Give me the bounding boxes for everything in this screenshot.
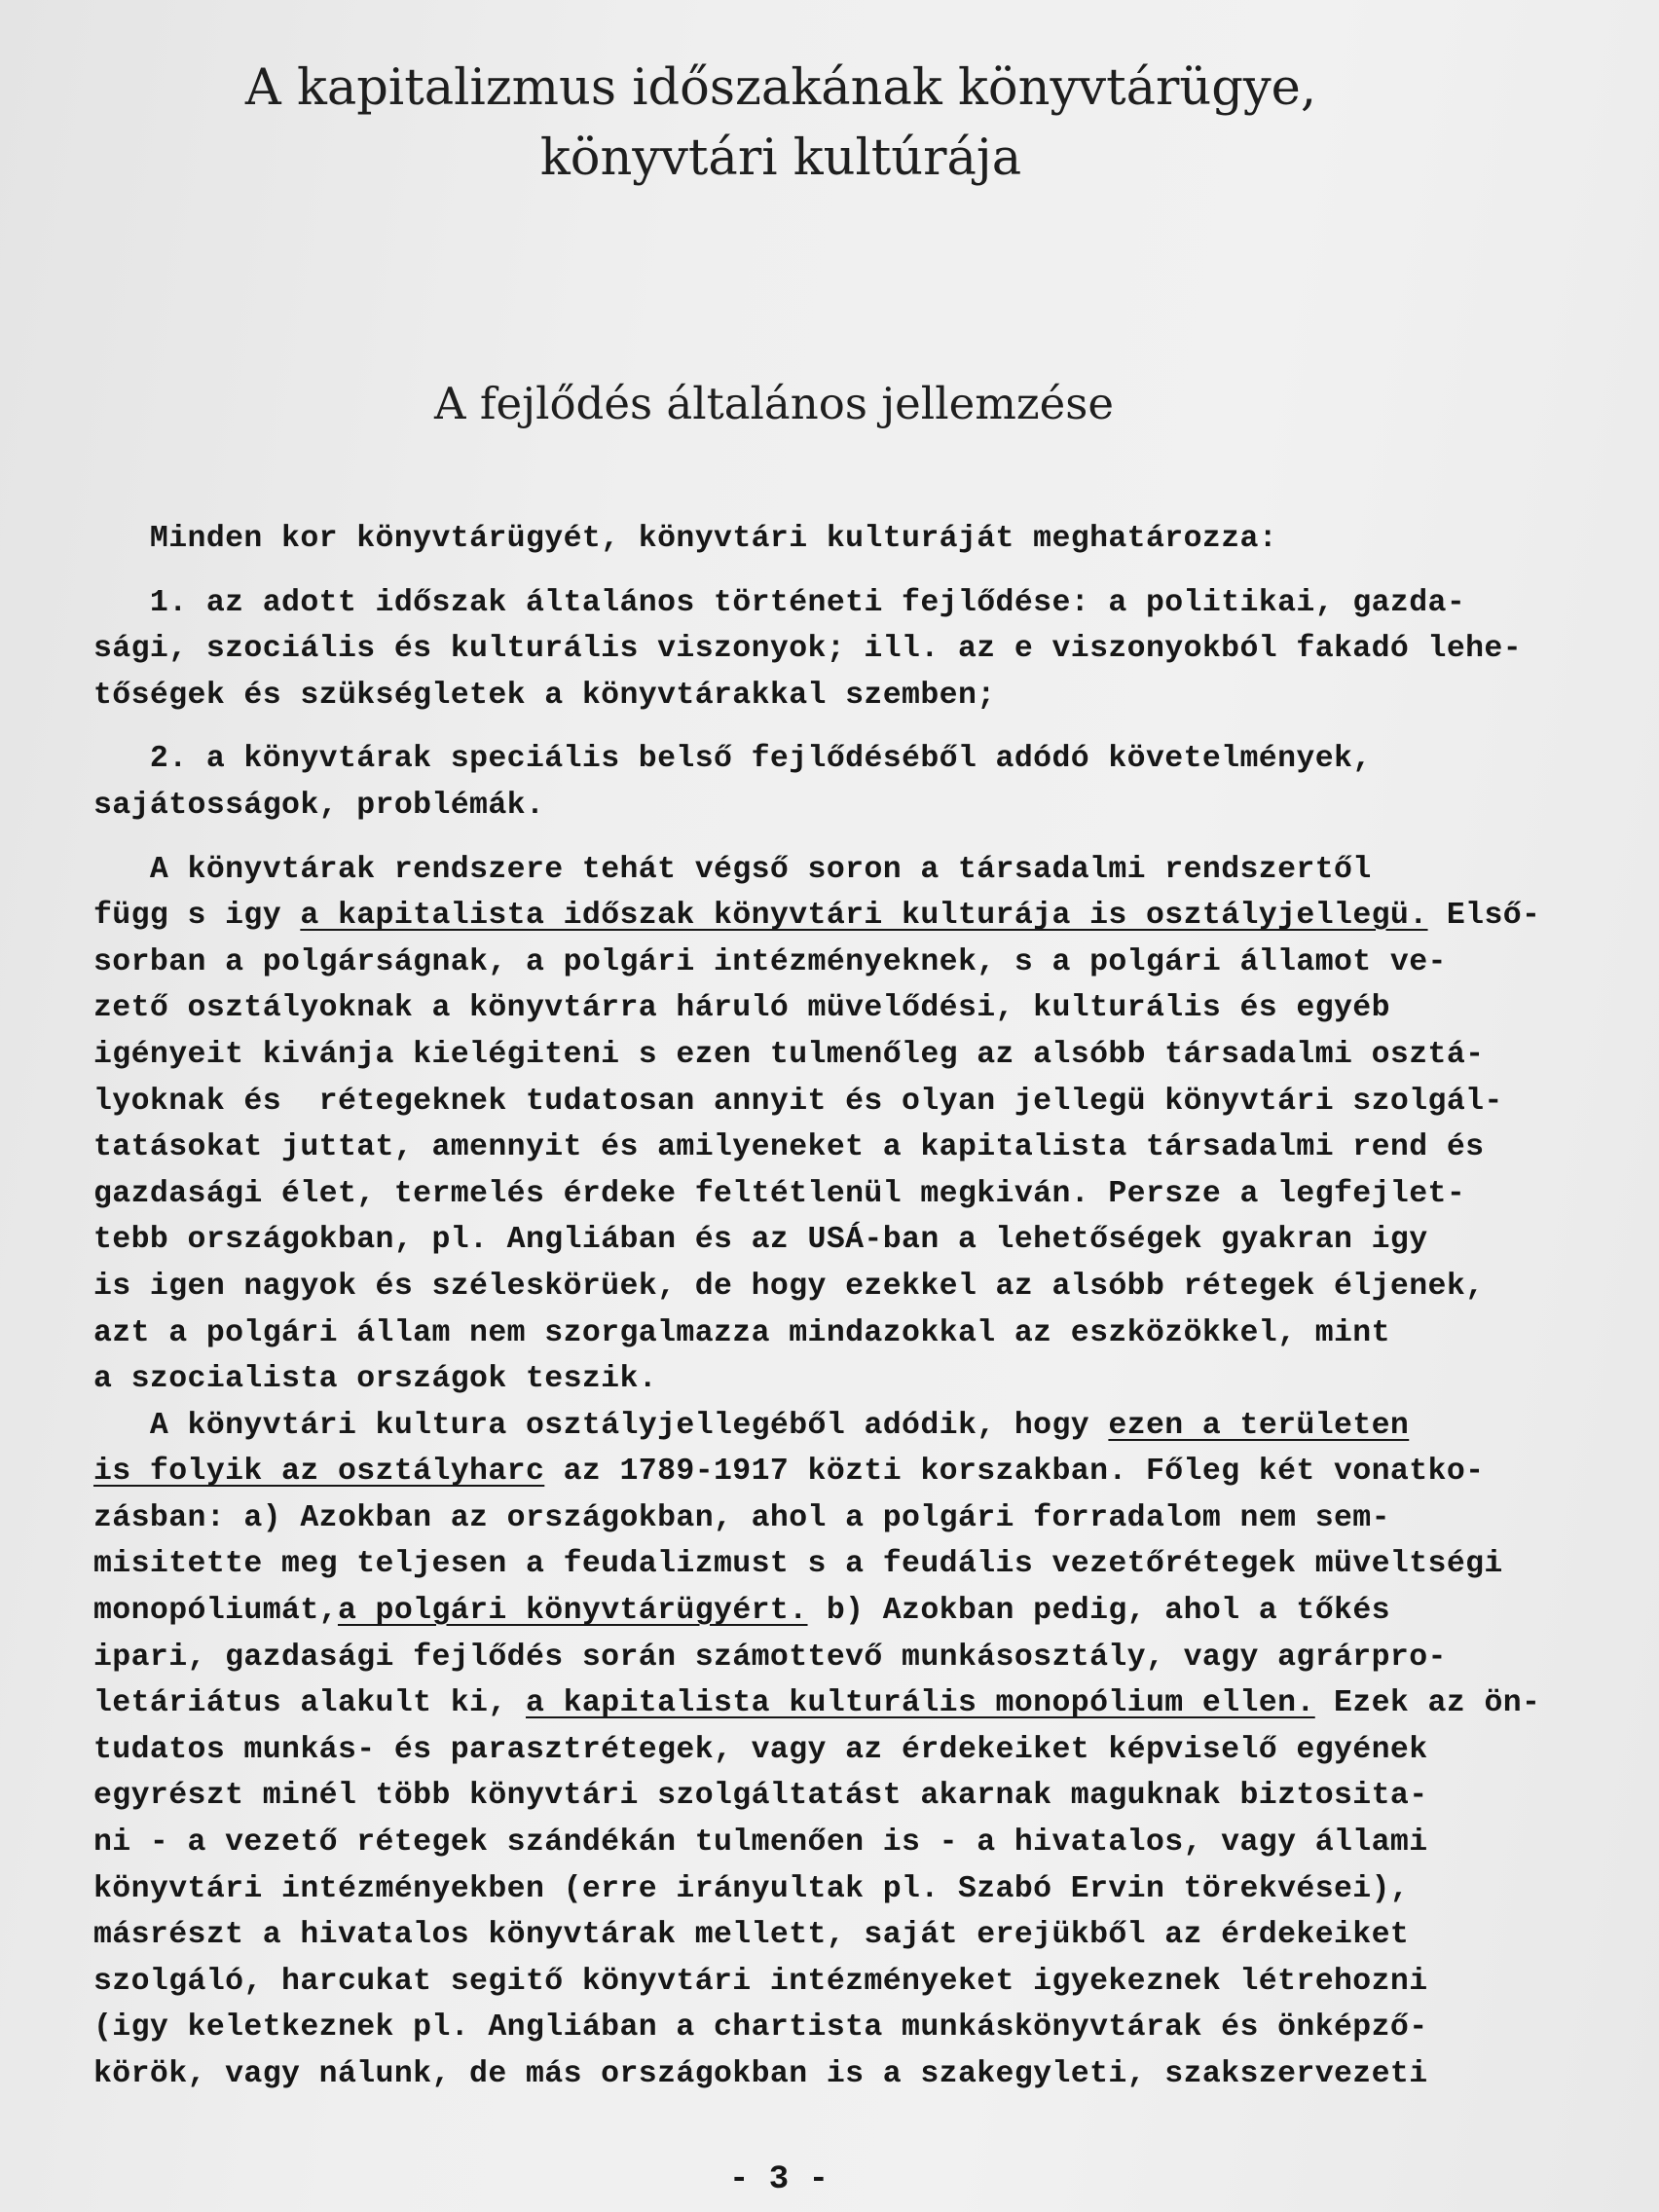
page-number: - 3 - — [728, 2161, 830, 2198]
underlined-phrase: a kapitalista kulturális monopólium ellen. — [525, 1686, 1315, 1721]
para1-line: a szocialista országok teszik. — [93, 1362, 658, 1397]
underlined-phrase: is folyik az osztályharc — [93, 1455, 545, 1490]
spacer — [93, 563, 1495, 580]
intro-text: Minden kor könyvtárügyét, könyvtári kulturáját meghatározza: — [149, 522, 1278, 556]
para1-line: azt a polgári állam nem szorgalmazza mindazokkal az eszközökkel, mint — [93, 1315, 1390, 1350]
underlined-phrase: a polgári könyvtárügyért. — [337, 1594, 808, 1629]
spacer — [93, 719, 1495, 736]
underlined-phrase: ezen a területen — [1108, 1408, 1410, 1443]
para1-text: A könyvtárak rendszere tehát végső soron a társadalmi rendszertől — [149, 852, 1372, 887]
para2-text: monopóliumát, — [93, 1594, 338, 1629]
para2-text: b) Azokban pedig, ahol a tőkés — [807, 1594, 1390, 1629]
para2-line: egyrészt minél több könyvtári szolgáltatást akarnak maguknak biztosita- — [93, 1779, 1428, 1814]
para2-line: ipari, gazdasági fejlődés során számottevő munkásosztály, vagy agrárpro- — [93, 1640, 1447, 1675]
para1-line — [93, 893, 1541, 940]
body-text — [93, 516, 1541, 2098]
para2-line: körök, vagy nálunk, de más országokban is a szakegyleti, szakszervezeti — [93, 2057, 1428, 2091]
para1-line: igényeit kivánja kielégiteni s ezen tulmenőleg az alsóbb társadalmi osztá- — [93, 1037, 1485, 1072]
point1-line: tőségek és szükségletek a könyvtárakkal szemben; — [93, 678, 996, 713]
para1-line: lyoknak és rétegeknek tudatosan annyit és olyan jellegü könyvtári szolgál- — [93, 1084, 1503, 1119]
para1-line — [93, 847, 1495, 894]
para2-text: A könyvtári kultura osztályjellegéből adódik, hogy — [149, 1408, 1109, 1443]
heading-line-1: A kapitalizmus időszakának könyvtárügye, — [244, 59, 1317, 117]
point2-line: sajátosságok, problémák. — [93, 788, 545, 823]
para2-line: szolgáló, harcukat segitő könyvtári intézményeket igyekeznek létrehozni — [93, 1964, 1428, 1999]
para1-line: gazdasági élet, termelés érdeke feltétlenül megkiván. Persze a legfejlet- — [93, 1176, 1466, 1211]
point1-line — [93, 580, 1495, 627]
heading-line-2: könyvtári kultúrája — [539, 129, 1022, 187]
para1-line: zető osztályoknak a könyvtárra háruló müvelődési, kulturális és egyéb — [93, 991, 1390, 1026]
para1-line: tatásokat juttat, amennyit és amilyeneket a kapitalista társadalmi rend és — [93, 1130, 1485, 1165]
para2-line — [93, 1680, 1541, 1727]
para2-line — [93, 1588, 1495, 1635]
para2-text: letáriátus alakult ki, — [93, 1686, 526, 1721]
para1-text: Első- — [1427, 899, 1541, 934]
para2-line: könyvtári intézményekben (erre irányultak pl. Szabó Ervin törekvései), — [93, 1871, 1410, 1906]
para2-line: misitette meg teljesen a feudalizmust s a feudális vezetőrétegek müveltségi — [93, 1547, 1503, 1582]
para2-line: tudatos munkás- és parasztrétegek, vagy az érdekeiket képviselő egyének — [93, 1732, 1428, 1767]
point2-text: 2. a könyvtárak speciális belső fejlődéséből adódó követelmények, — [149, 742, 1372, 777]
para1-text: függ s igy — [93, 899, 301, 934]
point1-line: sági, szociális és kulturális viszonyok; ill. az e viszonyokból fakadó lehe- — [93, 632, 1523, 667]
para1-line: is igen nagyok és széleskörüek, de hogy ezekkel az alsóbb rétegek éljenek, — [93, 1269, 1485, 1304]
para2-text: az 1789-1917 közti korszakban. Főleg két vonatko- — [544, 1455, 1485, 1490]
intro-line — [93, 516, 1495, 563]
para2-line: zásban: a) Azokban az országokban, ahol a polgári forradalom nem sem- — [93, 1500, 1390, 1535]
point1-text: 1. az adott időszak általános történeti fejlődése: a politikai, gazda- — [149, 585, 1466, 620]
para2-line — [93, 1403, 1495, 1450]
underlined-phrase: a kapitalista időszak könyvtári kulturája is osztályjellegü. — [300, 899, 1428, 934]
para1-line: tebb országokban, pl. Angliában és az USÁ-ban a lehetőségek gyakran igy — [93, 1223, 1428, 1258]
para2-line — [93, 1449, 1495, 1495]
spacer — [93, 830, 1495, 847]
para2-text: Ezek az ön- — [1314, 1686, 1541, 1721]
para2-line: (igy keletkeznek pl. Angliában a chartista munkáskönyvtárak és önképző- — [93, 2010, 1428, 2046]
para1-line: sorban a polgárságnak, a polgári intézményeknek, s a polgári államot ve- — [93, 944, 1447, 979]
point2-line — [93, 736, 1495, 783]
para2-line: másrészt a hivatalos könyvtárak mellett, saját erejükből az érdekeiket — [93, 1918, 1410, 1953]
section-title: A fejlődés általános jellemzése — [434, 378, 1114, 429]
para2-line: ni - a vezető rétegek szándékán tulmenően is - a hivatalos, vagy állami — [93, 1825, 1428, 1861]
